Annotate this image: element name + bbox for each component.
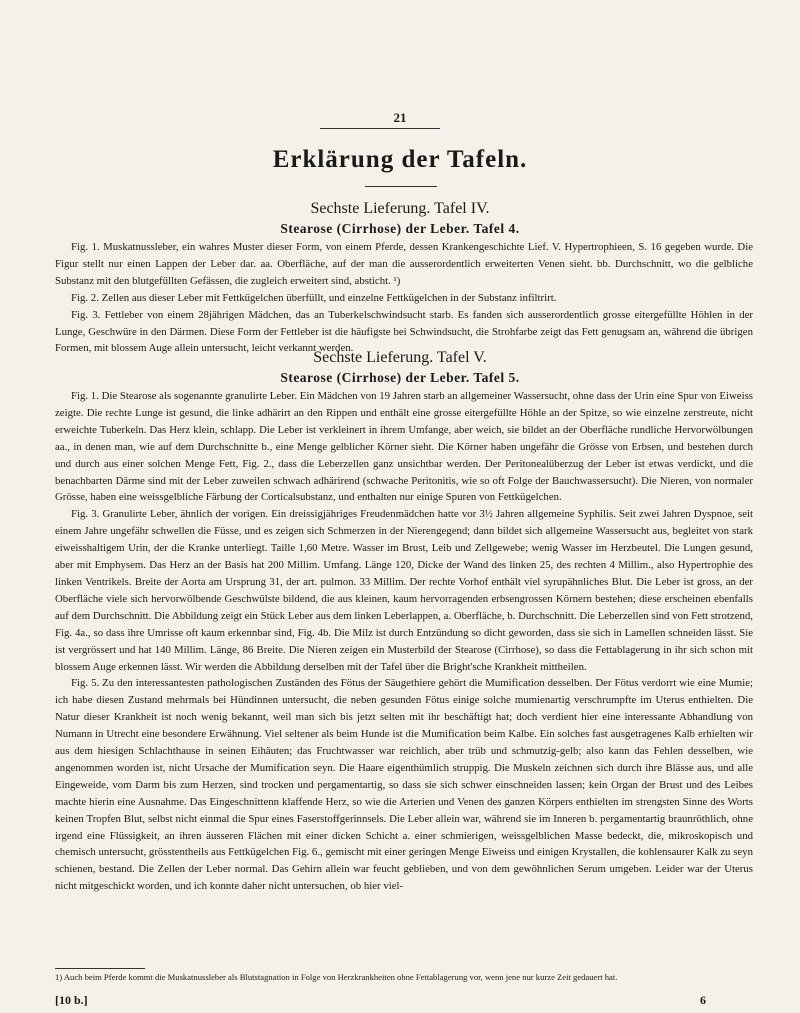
signature-mark: [10 b.] — [55, 993, 88, 1007]
section-2-paragraph: Fig. 5. Zu den interessantesten pathologischen Zuständen des Fötus der Säugethiere gehört die Mumification desselben. Der Fötus verdorrt wie eine Mumie; ich habe diesen Zustand mehrmals bei Hündinnen untersucht, die neben gesunden Fötus einige solche mumienartig verschrumpfte im Uterus enthielten. Die Natur dieser Krankheit ist noch wenig bekannt, weil man sich bis jetzt selten mit ihr beschäftigt hat; doch verdient hier eine interessante Abhandlung von Numann in Utrecht eine besondere Erwähnung. Viel seltener als beim Hunde ist die Mumification beim Kalbe. Ein solches fast ausgetragenes Kalb erhielten wir aus dem hiesigen Schlachthause in seinen Eihäuten; das Fruchtwasser war reichlich, aber trüb und schmutzig-gelb; also kann das Fehlen desselben, wie angenommen worden ist, nicht Ursache der Mumification seyn. Die Haare eigenthümlich struppig. Die Muskeln zeichnen sich durch ihre Blässe aus, und alle Eingeweide, vom Darm bis zum Herzen, sind trocken und pergamentartig, so dass sie sich schwer einschneiden lassen; kein Organ der Brust und des Leibes machte hierin eine Ausnahme. Das Eingeschnittenn klaffende Herz, so wie die Arterien und Venen des ganzen Körpers enthielten im strengsten Sinne des Worts keinen Tropfen Blut, selbst nicht einmal die Spur eines Faserstoffgerinnsels. Die Leber allein war, während sie im Inneren b. pergamentartig braunröthlich, ohne irgend eine Flüssigkeit, an ihren äusseren Flächen mit einer dicken Schicht a. einer schmierigen, weissgelblichen Masse bedeckt, die, mikroskopisch und chemisch untersucht, grösstentheils aus Fettkügelchen Fig. 6., gemischt mit einer geringen Menge Eiweiss und einigen Krystallen, die kohlensaurer Kalk zu seyn schienen, bestand. Die Zellen der Leber normal. Das Gehirn allein war feucht geblieben, und von dem gewöhnlichen Serum umgeben. Leider war der Uterus nicht mitgeschickt worden, und ich konnte daher nicht untersuchen, ob hier viel- — [55, 677, 753, 893]
signature-number: 6 — [700, 993, 706, 1007]
section-2-subheading: Stearose (Cirrhose) der Leber. Tafel 5. — [280, 370, 520, 385]
section-2-body — [55, 388, 753, 895]
section-1-paragraph: Fig. 2. Zellen aus dieser Leber mit Fettkügelchen überfüllt, und einzelne Fettkügelchen in der Substanz infiltrirt. — [71, 291, 557, 304]
footnote-rule — [55, 968, 145, 969]
page-number: 21 — [393, 110, 407, 125]
page-number-rule — [320, 128, 440, 129]
page-title: Erklärung der Tafeln. — [272, 146, 528, 173]
section-2-paragraph: Fig. 1. Die Stearose als sogenannte granulirte Leber. Ein Mädchen von 19 Jahren starb an allgemeiner Wassersucht, ohne dass der Urin eine Spur von Eiweiss zeigte. Die rechte Lunge ist gesund, die linke adhärirt an den Rippen und enthält eine grosse eitergefüllte Höhle an der Spitze, so wie einzelne zerstreute, nicht erweichte Tuberkeln. Das Herz klein, schlapp. Die Leber ist verkleinert in ihrem Umfange, aber weich, sie bildet an der Oberfläche rundliche Hervorwölbungen aa., in denen man, wie auf dem Durchschnitte b., eine Menge gelblicher Körner sieht. Die Körner haben ungefähr die Grösse von Erbsen, und bestehen durch und durch aus einer solchen Menge Fett, Fig. 2., dass die Leberzellen ganz unsichtbar werden. Der Peritonealüberzug der Leber ist etwas verdickt, und die benachbarten Därme sind mit der Leber zuweilen schwach adhärirend (schwache Peritonitis, wie so oft Folge der Bauchwassersucht). Die Nieren, von normaler Grösse, haben eine weissgelbliche Färbung der Corticalsubstanz, und enthalten nur einige Spuren von Fettkügelchen. — [55, 390, 753, 504]
section-2-heading: Sechste Lieferung. Tafel V. — [313, 349, 487, 366]
section-1-paragraph: Fig. 1. Muskatnussleber, ein wahres Muster dieser Form, von einem Pferde, dessen Krankengeschichte Lief. V. Hypertrophieen, S. 16 gegeben wurde. Die Figur stellt nur einen Lappen der Leber dar. aa. Oberfläche, auf der man die ausserordentlich erweiterten Venen sieht. bb. Durchschnitt, wo die gelbliche Substanz mit den blutgefüllten Gefässen, die zugleich erweitert sind, absticht. ¹) — [55, 241, 753, 287]
section-1-paragraph: Fig. 3. Fettleber von einem 28jährigen Mädchen, das an Tuberkelschwindsucht starb. Es fanden sich ausserordentlich grosse eitergefüllte Höhlen in der Lunge, Geschwüre in den Därmen. Diese Form der Fettleber ist die häufigste bei Schwindsucht, die Strohfarbe zeigt das Fett genugsam an, während die übrigen Formen, mit blossem Auge allein untersucht, leicht verkannt werden. — [55, 308, 753, 355]
section-2-paragraph: Fig. 3. Granulirte Leber, ähnlich der vorigen. Ein dreissigjähriges Freudenmädchen hatte vor 3½ Jahren allgemeine Syphilis. Seit zwei Jahren Dyspnoe, seit einem Jahre ungefähr schwellen die Füsse, und es zeigen sich Schmerzen in der Nierengegend; dann bildet sich allgemeine Wassersucht aus, begleitet von stark eiweisshaltigem Urin, der die Kranke unterliegt. Taille 1,60 Metre. Wasser im Brust, Leib und Zellgewebe; wenig Wasser im Herzbeutel. Die Lungen gesund, aber mit Emphysem. Das Herz an der Basis hat 200 Millim. Umfang. Länge 120, Dicke der Wand des linken 25, des rechten 4 Millim., also Hypertrophie des linken Ventrikels. Breite der Aorta am Ursprung 31, der art. pulmon. 33 Millim. Der rechte Vorhof enthält viel syrupähnliches Blut. Die Leber ist gross, an der Oberfläche viele sich hervorwölbende Geschwülste bildend, die aus kleinen, kaum hervorragenden erbsengrossen Körnern bestehen; diese erscheinen ebenfalls auf dem Durchschnitt. Die Abbildung zeigt ein Stück Leber aus dem linken Leberlappen, a. Oberfläche, b. Durchschnitt. Die Leberzellen sind von Fett strotzend, Fig. 4a., so dass ihre Umrisse oft kaum erkennbar sind, Fig. 4b. Die Milz ist durch Entzündung so dicht geworden, dass sie sich in Lamellen schneiden lässt. Sie ist vergrössert und hat 140 Millim. Länge, 86 Breite. Die Nieren zeigen ein Musterbild der Stearose (Cirrhose), so dass die Fettablagerung in ihr sich schon mit blossem Auge erkennen lässt. Wir werden die Abbildung derselben mit der Tafel über die Bright'sche Krankheit mittheilen. — [55, 508, 753, 673]
section-1-body — [55, 239, 753, 357]
section-1-subheading: Stearose (Cirrhose) der Leber. Tafel 4. — [280, 221, 520, 236]
title-divider — [365, 186, 437, 187]
section-1-heading: Sechste Lieferung. Tafel IV. — [310, 200, 490, 217]
footnote: 1) Auch beim Pferde kommt die Muskatnussleber als Blutstagnation in Folge von Herzkrankheiten ohne Fettablagerung vor, wenn jene nur kurze Zeit gedauert hat. — [55, 972, 618, 982]
